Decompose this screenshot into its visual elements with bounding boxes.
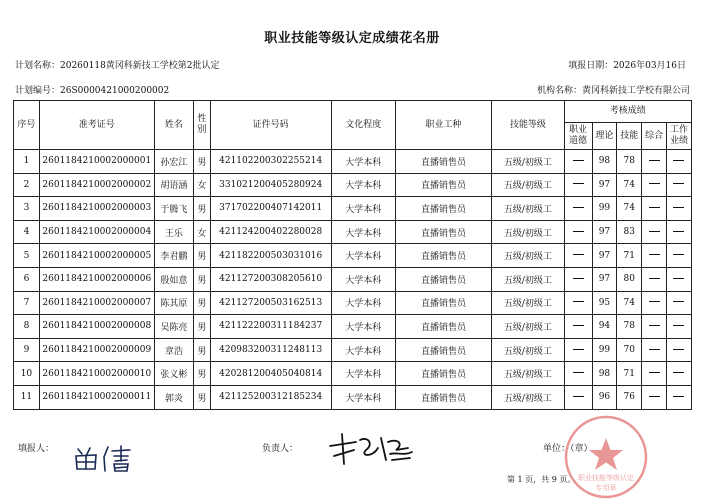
- cell-gender: 男: [194, 244, 211, 268]
- cell-occupation: 直播销售员: [395, 315, 491, 339]
- cell-exam-number: 2601184210002000010: [39, 362, 154, 386]
- cell-skill: 83: [617, 220, 642, 244]
- cell-seq: 9: [14, 338, 40, 362]
- cell-education: 大学本科: [331, 291, 395, 315]
- cell-comprehensive: [642, 267, 667, 291]
- cell-gender: 男: [194, 291, 211, 315]
- empty-dash: [649, 160, 660, 162]
- cell-gender: 男: [194, 267, 211, 291]
- empty-dash: [673, 207, 684, 209]
- cell-seq: 1: [14, 150, 40, 174]
- table-row: [14, 362, 692, 386]
- cell-gender: 女: [194, 173, 211, 197]
- cell-skill-level: 五级/初级工: [492, 220, 564, 244]
- cell-theory: 99: [592, 197, 617, 221]
- cell-skill: 78: [617, 315, 642, 339]
- empty-dash: [573, 183, 584, 185]
- cell-name: 孙宏江: [154, 150, 193, 174]
- fill-date: 填报日期：2026年03月16日: [568, 61, 686, 71]
- cell-comprehensive: [642, 338, 667, 362]
- header-name: 姓名: [154, 101, 193, 150]
- cell-skill-level: 五级/初级工: [492, 315, 564, 339]
- empty-dash: [573, 254, 584, 256]
- cell-id-number: 420281200405040814: [210, 362, 331, 386]
- table-row: [14, 173, 692, 197]
- cell-ethics: [564, 362, 592, 386]
- cell-education: 大学本科: [331, 315, 395, 339]
- cell-occupation: 直播销售员: [395, 220, 491, 244]
- empty-dash: [673, 160, 684, 162]
- cell-comprehensive: [642, 173, 667, 197]
- empty-dash: [649, 325, 660, 327]
- score-roster-table: [13, 100, 692, 410]
- cell-education: 大学本科: [331, 338, 395, 362]
- empty-dash: [673, 349, 684, 351]
- cell-ethics: [564, 173, 592, 197]
- cell-seq: 4: [14, 220, 40, 244]
- cell-occupation: 直播销售员: [395, 173, 491, 197]
- cell-seq: 6: [14, 267, 40, 291]
- cell-exam-number: 2601184210002000011: [39, 385, 154, 409]
- empty-dash: [649, 301, 660, 303]
- cell-occupation: 直播销售员: [395, 150, 491, 174]
- cell-skill: 80: [617, 267, 642, 291]
- cell-occupation: 直播销售员: [395, 291, 491, 315]
- empty-dash: [673, 301, 684, 303]
- cell-skill-level: 五级/初级工: [492, 197, 564, 221]
- cell-exam-number: 2601184210002000005: [39, 244, 154, 268]
- cell-theory: 98: [592, 150, 617, 174]
- header-id-number: 证件号码: [210, 101, 331, 150]
- cell-work-performance: [666, 291, 691, 315]
- cell-id-number: 421124200402280028: [210, 220, 331, 244]
- empty-dash: [673, 372, 684, 374]
- cell-id-number: 420983200311248113: [210, 338, 331, 362]
- cell-id-number: 371702200407142011: [210, 197, 331, 221]
- cell-ethics: [564, 291, 592, 315]
- cell-id-number: 421127200308205610: [210, 267, 331, 291]
- table-row: [14, 220, 692, 244]
- cell-seq: 10: [14, 362, 40, 386]
- cell-education: 大学本科: [331, 173, 395, 197]
- cell-name: 陈其原: [154, 291, 193, 315]
- cell-name: 于腾飞: [154, 197, 193, 221]
- cell-skill-level: 五级/初级工: [492, 244, 564, 268]
- unit-seal-label: 单位：（章）: [543, 444, 593, 454]
- cell-id-number: 331021200405280924: [210, 173, 331, 197]
- cell-gender: 男: [194, 150, 211, 174]
- cell-seq: 7: [14, 291, 40, 315]
- cell-ethics: [564, 315, 592, 339]
- cell-exam-number: 2601184210002000001: [39, 150, 154, 174]
- cell-name: 张义彬: [154, 362, 193, 386]
- empty-dash: [573, 278, 584, 280]
- cell-id-number: 421125200312185234: [210, 385, 331, 409]
- cell-seq: 2: [14, 173, 40, 197]
- cell-skill: 70: [617, 338, 642, 362]
- cell-skill-level: 五级/初级工: [492, 150, 564, 174]
- page-indicator: 第 1 页，共 9 页。: [507, 475, 576, 484]
- cell-name: 郭炎: [154, 385, 193, 409]
- header-exam-number: 准考证号: [39, 101, 154, 150]
- cell-name: 王乐: [154, 220, 193, 244]
- cell-gender: 男: [194, 315, 211, 339]
- cell-work-performance: [666, 385, 691, 409]
- cell-work-performance: [666, 338, 691, 362]
- cell-work-performance: [666, 220, 691, 244]
- empty-dash: [573, 349, 584, 351]
- cell-skill-level: 五级/初级工: [492, 385, 564, 409]
- cell-comprehensive: [642, 150, 667, 174]
- table-row: [14, 267, 692, 291]
- cell-exam-number: 2601184210002000002: [39, 173, 154, 197]
- header-scores: 考核成绩: [564, 101, 691, 123]
- cell-work-performance: [666, 244, 691, 268]
- roster-body: [14, 150, 692, 410]
- cell-education: 大学本科: [331, 220, 395, 244]
- cell-ethics: [564, 244, 592, 268]
- empty-dash: [673, 325, 684, 327]
- cell-comprehensive: [642, 220, 667, 244]
- empty-dash: [573, 396, 584, 398]
- header-comprehensive: 综合: [642, 123, 667, 150]
- empty-dash: [649, 372, 660, 374]
- filler-label: 填报人：: [18, 444, 55, 454]
- cell-occupation: 直播销售员: [395, 338, 491, 362]
- responsible-label: 负责人：: [262, 444, 299, 454]
- cell-occupation: 直播销售员: [395, 244, 491, 268]
- cell-seq: 3: [14, 197, 40, 221]
- cell-ethics: [564, 338, 592, 362]
- cell-ethics: [564, 385, 592, 409]
- cell-id-number: 421127200503162513: [210, 291, 331, 315]
- cell-theory: 97: [592, 244, 617, 268]
- cell-gender: 男: [194, 338, 211, 362]
- cell-exam-number: 2601184210002000006: [39, 267, 154, 291]
- cell-comprehensive: [642, 315, 667, 339]
- cell-work-performance: [666, 173, 691, 197]
- cell-skill: 78: [617, 150, 642, 174]
- empty-dash: [649, 183, 660, 185]
- cell-occupation: 直播销售员: [395, 197, 491, 221]
- cell-exam-number: 2601184210002000003: [39, 197, 154, 221]
- cell-id-number: 421182200503031016: [210, 244, 331, 268]
- cell-skill: 71: [617, 362, 642, 386]
- cell-skill-level: 五级/初级工: [492, 267, 564, 291]
- cell-education: 大学本科: [331, 267, 395, 291]
- table-row: [14, 244, 692, 268]
- cell-occupation: 直播销售员: [395, 385, 491, 409]
- svg-text:专用章: 专用章: [595, 484, 617, 492]
- header-education: 文化程度: [331, 101, 395, 150]
- cell-skill: 74: [617, 197, 642, 221]
- cell-id-number: 421102200302255214: [210, 150, 331, 174]
- cell-work-performance: [666, 150, 691, 174]
- cell-exam-number: 2601184210002000009: [39, 338, 154, 362]
- empty-dash: [649, 278, 660, 280]
- cell-gender: 男: [194, 197, 211, 221]
- cell-skill: 74: [617, 173, 642, 197]
- table-row: [14, 150, 692, 174]
- organization-name: 机构名称：黄冈科新技工学校有限公司: [536, 86, 690, 96]
- cell-work-performance: [666, 315, 691, 339]
- cell-comprehensive: [642, 291, 667, 315]
- cell-comprehensive: [642, 385, 667, 409]
- cell-name: 殷如意: [154, 267, 193, 291]
- cell-ethics: [564, 267, 592, 291]
- filler-signature: [70, 443, 140, 473]
- empty-dash: [649, 231, 660, 233]
- cell-occupation: 直播销售员: [395, 362, 491, 386]
- responsible-signature: [326, 430, 416, 468]
- cell-skill: 76: [617, 385, 642, 409]
- cell-skill: 71: [617, 244, 642, 268]
- cell-name: 胡语涵: [154, 173, 193, 197]
- cell-work-performance: [666, 362, 691, 386]
- cell-skill: 74: [617, 291, 642, 315]
- cell-ethics: [564, 197, 592, 221]
- cell-theory: 99: [592, 338, 617, 362]
- cell-name: 章浩: [154, 338, 193, 362]
- document-title: 职业技能等级认定成绩花名册: [264, 31, 440, 46]
- plan-number: 计划编号：26S0000421000200002: [15, 86, 170, 96]
- cell-id-number: 421122200311184237: [210, 315, 331, 339]
- table-row: [14, 385, 692, 409]
- cell-theory: 98: [592, 362, 617, 386]
- cell-work-performance: [666, 197, 691, 221]
- cell-skill-level: 五级/初级工: [492, 291, 564, 315]
- empty-dash: [573, 207, 584, 209]
- empty-dash: [573, 231, 584, 233]
- empty-dash: [673, 254, 684, 256]
- cell-ethics: [564, 150, 592, 174]
- empty-dash: [573, 372, 584, 374]
- cell-seq: 11: [14, 385, 40, 409]
- cell-education: 大学本科: [331, 385, 395, 409]
- cell-theory: 97: [592, 267, 617, 291]
- svg-text:职业技能等级认定: 职业技能等级认定: [578, 474, 634, 482]
- header-seq: 序号: [14, 101, 40, 150]
- empty-dash: [673, 183, 684, 185]
- cell-gender: 男: [194, 362, 211, 386]
- cell-comprehensive: [642, 197, 667, 221]
- cell-education: 大学本科: [331, 150, 395, 174]
- cell-skill-level: 五级/初级工: [492, 173, 564, 197]
- cell-comprehensive: [642, 362, 667, 386]
- plan-name: 计划名称：20260118黄冈科新技工学校第2批认定: [15, 61, 220, 71]
- cell-occupation: 直播销售员: [395, 267, 491, 291]
- empty-dash: [573, 325, 584, 327]
- empty-dash: [649, 254, 660, 256]
- header-skill-level: 技能等级: [492, 101, 564, 150]
- cell-education: 大学本科: [331, 244, 395, 268]
- cell-skill-level: 五级/初级工: [492, 362, 564, 386]
- cell-seq: 8: [14, 315, 40, 339]
- cell-theory: 94: [592, 315, 617, 339]
- table-row: [14, 315, 692, 339]
- empty-dash: [673, 231, 684, 233]
- empty-dash: [649, 349, 660, 351]
- cell-work-performance: [666, 267, 691, 291]
- header-occupation: 职业工种: [395, 101, 491, 150]
- empty-dash: [649, 396, 660, 398]
- cell-theory: 95: [592, 291, 617, 315]
- official-seal: [563, 414, 649, 500]
- cell-seq: 5: [14, 244, 40, 268]
- cell-exam-number: 2601184210002000008: [39, 315, 154, 339]
- empty-dash: [573, 301, 584, 303]
- table-row: [14, 338, 692, 362]
- table-row: [14, 197, 692, 221]
- header-gender: 性别: [194, 101, 211, 150]
- cell-name: 吴陈亮: [154, 315, 193, 339]
- cell-education: 大学本科: [331, 362, 395, 386]
- cell-theory: 96: [592, 385, 617, 409]
- cell-name: 李君鹏: [154, 244, 193, 268]
- header-ethics: 职业道德: [564, 123, 592, 150]
- cell-ethics: [564, 220, 592, 244]
- header-work-performance: 工作业绩: [666, 123, 691, 150]
- cell-education: 大学本科: [331, 197, 395, 221]
- cell-comprehensive: [642, 244, 667, 268]
- cell-gender: 男: [194, 385, 211, 409]
- empty-dash: [673, 278, 684, 280]
- empty-dash: [573, 160, 584, 162]
- cell-exam-number: 2601184210002000007: [39, 291, 154, 315]
- cell-skill-level: 五级/初级工: [492, 338, 564, 362]
- cell-exam-number: 2601184210002000004: [39, 220, 154, 244]
- header-skill: 技能: [617, 123, 642, 150]
- cell-theory: 97: [592, 220, 617, 244]
- cell-gender: 女: [194, 220, 211, 244]
- empty-dash: [673, 396, 684, 398]
- empty-dash: [649, 207, 660, 209]
- header-theory: 理论: [592, 123, 617, 150]
- cell-theory: 97: [592, 173, 617, 197]
- table-row: [14, 291, 692, 315]
